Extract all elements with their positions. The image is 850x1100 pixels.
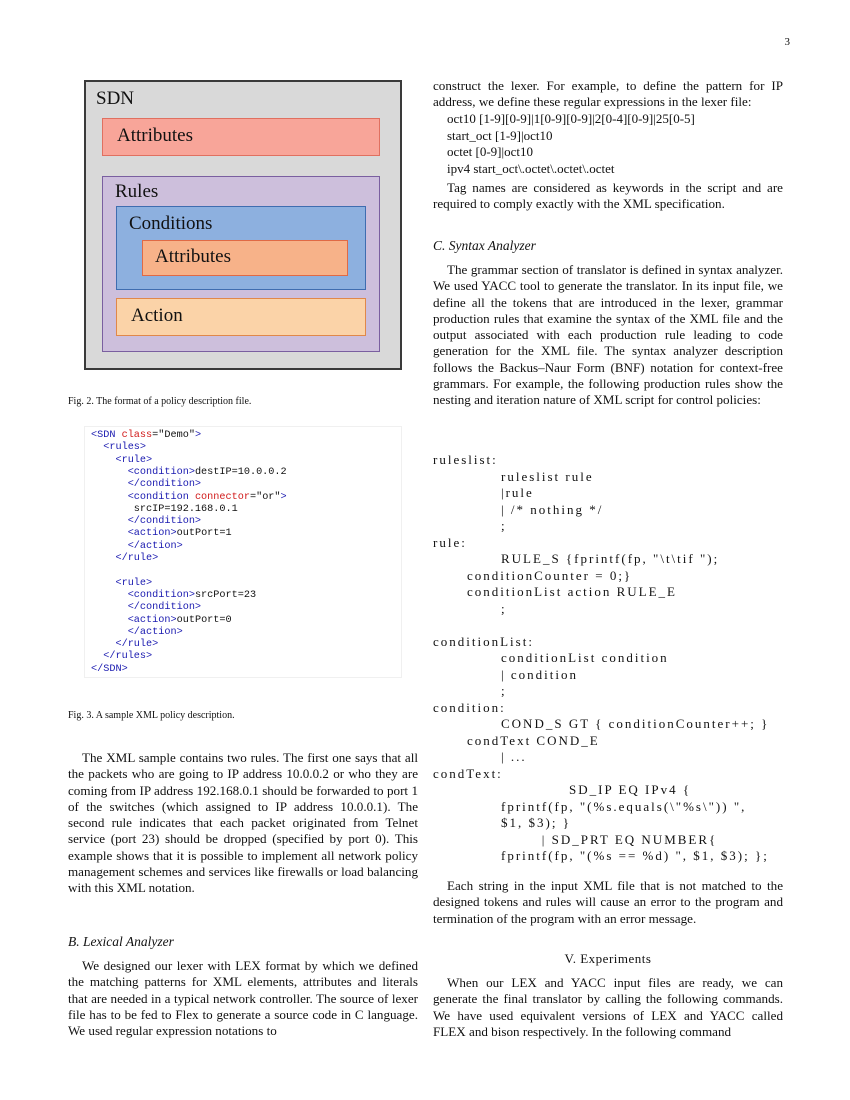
xml-code-token: </rule> <box>115 639 159 651</box>
section-c-heading: C. Syntax Analyzer <box>433 238 536 253</box>
xml-code-line <box>91 590 256 601</box>
xml-code-token: > <box>194 430 202 441</box>
xml-code-line <box>91 467 287 478</box>
xml-code-token: </rule> <box>115 553 159 564</box>
xml-sample-code <box>84 426 402 678</box>
xml-code-token: </action> <box>127 540 183 552</box>
section-v-heading: V. Experiments <box>564 951 652 966</box>
xml-code-token: <condition <box>127 491 195 503</box>
lex-rule-line: ipv4 start_oct\.octet\.octet\.octet <box>447 160 615 176</box>
grammar-rules <box>433 452 833 872</box>
grammar-line: | condition <box>501 666 578 682</box>
grammar-line: fprintf(fp, "(%s.equals(\"%s\")) ", <box>501 798 747 814</box>
xml-code-token: </condition> <box>127 516 202 528</box>
attributes-box <box>102 118 380 156</box>
grammar-line: conditionList: <box>433 633 534 649</box>
grammar-line: condText: <box>433 765 503 781</box>
attributes-label: Attributes <box>117 125 193 146</box>
xml-code-line <box>91 504 238 515</box>
xml-code-token: connector <box>194 491 250 503</box>
xml-code-token: outPort=1 <box>176 528 232 540</box>
lexer-intro-paragraph: construct the lexer. For example, to define the pattern for IP address, we define these regular expressions in the lexer file: <box>433 78 783 110</box>
xml-code-token: <action> <box>127 528 177 540</box>
sdn-label: SDN <box>96 88 135 109</box>
xml-code-token: <rules> <box>103 442 147 454</box>
xml-code-token: outPort=0 <box>176 614 232 626</box>
grammar-line: | /* nothing */ <box>501 501 604 517</box>
xml-code-token: </SDN> <box>91 663 128 675</box>
lex-rule-line: oct10 [1-9][0-9]|1[0-9][0-9]|2[0-4][0-9]|25[0-5] <box>447 111 695 126</box>
xml-code-line <box>91 455 152 466</box>
grammar-line: condText COND_E <box>467 732 600 748</box>
xml-code-token: <rule> <box>115 577 153 589</box>
grammar-line: RULE_S {fprintf(fp, "\t\tif "); <box>501 551 720 566</box>
grammar-line: fprintf(fp, "(%s == %d) ", $1, $3); }; <box>501 848 769 863</box>
xml-code-token: <condition> <box>127 589 195 601</box>
figure3-caption: Fig. 3. A sample XML policy description. <box>68 710 235 721</box>
xml-code-token: </rules> <box>103 651 153 663</box>
xml-code-line <box>91 479 201 490</box>
xml-code-token: ="Demo" <box>152 430 195 441</box>
xml-code-line <box>91 602 201 613</box>
xml-code-line <box>91 430 201 441</box>
xml-code-line <box>91 578 152 589</box>
grammar-line: ruleslist: <box>433 452 498 467</box>
xml-code-line <box>91 516 201 527</box>
xml-code-token: </condition> <box>127 479 202 491</box>
page-number: 3 <box>784 36 790 48</box>
xml-code-token: <condition> <box>127 466 195 478</box>
grammar-line: condition: <box>433 699 506 715</box>
xml-code-token: <rule> <box>115 454 153 466</box>
grammar-line: SD_IP EQ IPv4 { <box>569 782 692 797</box>
inner-attributes-box <box>142 240 348 276</box>
xml-code-token: destIP=10.0.0.2 <box>194 466 287 478</box>
grammar-line: | ... <box>501 749 527 764</box>
grammar-line: ; <box>501 518 507 533</box>
xml-sample-paragraph: The XML sample contains two rules. The first one says that all the packets who are going to IP address 10.0.0.2 or who they are coming from IP address 192.168.0.1 should be forwarded to port 1 of the switches (which assigned to IP address 10.0.0.1). The second rule indicates that each packet originated from Telnet service (port 23) should be dropped (specified by port 0). This example shows that it is possible to implement all network policy management schemes and services like firewalls or load balancing with this XML notation. <box>68 750 418 896</box>
rules-label: Rules <box>115 181 159 202</box>
xml-code-line <box>91 651 152 662</box>
error-paragraph: Each string in the input XML file that is not matched to the designed tokens and rules will cause an error to the program and termination of the program with an error message. <box>433 878 783 926</box>
section-v-paragraph: When our LEX and YACC input files are ready, we can generate the final translator by calling the following commands. We have used equivalent versions of LEX and YACC called FLEX and bison respectively. In the following command <box>433 975 783 1039</box>
xml-code-token: ="or" <box>249 491 281 503</box>
xml-code-token: srcPort=23 <box>194 589 257 601</box>
tag-names-paragraph: Tag names are considered as keywords in the script and are required to comply exactly with the XML specification. <box>433 180 783 212</box>
xml-code-token: </condition> <box>127 602 202 614</box>
section-b-heading: B. Lexical Analyzer <box>68 934 174 949</box>
lex-rule-line: octet [0-9]|oct10 <box>447 144 533 159</box>
xml-code-line <box>91 627 183 638</box>
figure2-caption: Fig. 2. The format of a policy description file. <box>68 396 252 407</box>
conditions-label: Conditions <box>129 213 213 234</box>
xml-code-token: <action> <box>127 614 177 626</box>
grammar-line: ruleslist rule <box>501 468 594 484</box>
xml-code-line <box>91 615 232 626</box>
grammar-line: conditionCounter = 0;} <box>467 567 633 583</box>
xml-code-line <box>91 553 158 564</box>
grammar-line: COND_S GT { conditionCounter++; } <box>501 716 770 731</box>
xml-code-token: <SDN <box>91 430 122 441</box>
grammar-line: conditionList condition <box>501 650 669 665</box>
xml-code-line <box>91 528 232 539</box>
xml-code-line <box>91 639 158 650</box>
xml-code-token: srcIP=192.168.0.1 <box>133 503 238 515</box>
policy-format-diagram <box>84 80 402 370</box>
xml-code-line <box>91 541 183 552</box>
grammar-line: ; <box>501 600 507 616</box>
grammar-line: rule: <box>433 534 467 550</box>
lex-rules <box>447 111 695 177</box>
section-b-paragraph: We designed our lexer with LEX format by which we defined the matching patterns for XML elements, attributes and literals that are needed in a typical network controller. The source of lexer file has to be fed to Flex to generate a source code in C language. We used regular expression notations to <box>68 958 418 1039</box>
action-box <box>116 298 366 336</box>
inner-attributes-label: Attributes <box>155 246 231 267</box>
grammar-line: conditionList action RULE_E <box>467 584 677 599</box>
grammar-line: |rule <box>501 485 534 500</box>
grammar-line: ; <box>501 683 507 698</box>
xml-code-line <box>91 492 287 503</box>
xml-code-token: </action> <box>127 626 183 638</box>
xml-code-token: > <box>280 491 287 503</box>
section-c-paragraph: The grammar section of translator is defined in syntax analyzer. We used YACC tool to generate the translator. In its input file, we define all the tokens that are introduced in the lexer, grammar production rules that examine the syntax of the XML file and the output associated with each production rule leading to code generation for the XML file. The syntax analyzer description follows the Backus–Naur Form (BNF) notation for context-free grammars. For example, the following production rules show the nesting and iteration nature of XML script for control policies: <box>433 262 783 408</box>
xml-code-token: class <box>121 430 153 441</box>
xml-code-line <box>91 664 128 675</box>
xml-code-line <box>91 442 146 453</box>
action-label: Action <box>131 305 183 326</box>
grammar-line: | SD_PRT EQ NUMBER{ <box>541 831 718 847</box>
lex-rule-line: start_oct [1-9]|oct10 <box>447 127 553 143</box>
grammar-line: $1, $3); } <box>501 815 571 830</box>
